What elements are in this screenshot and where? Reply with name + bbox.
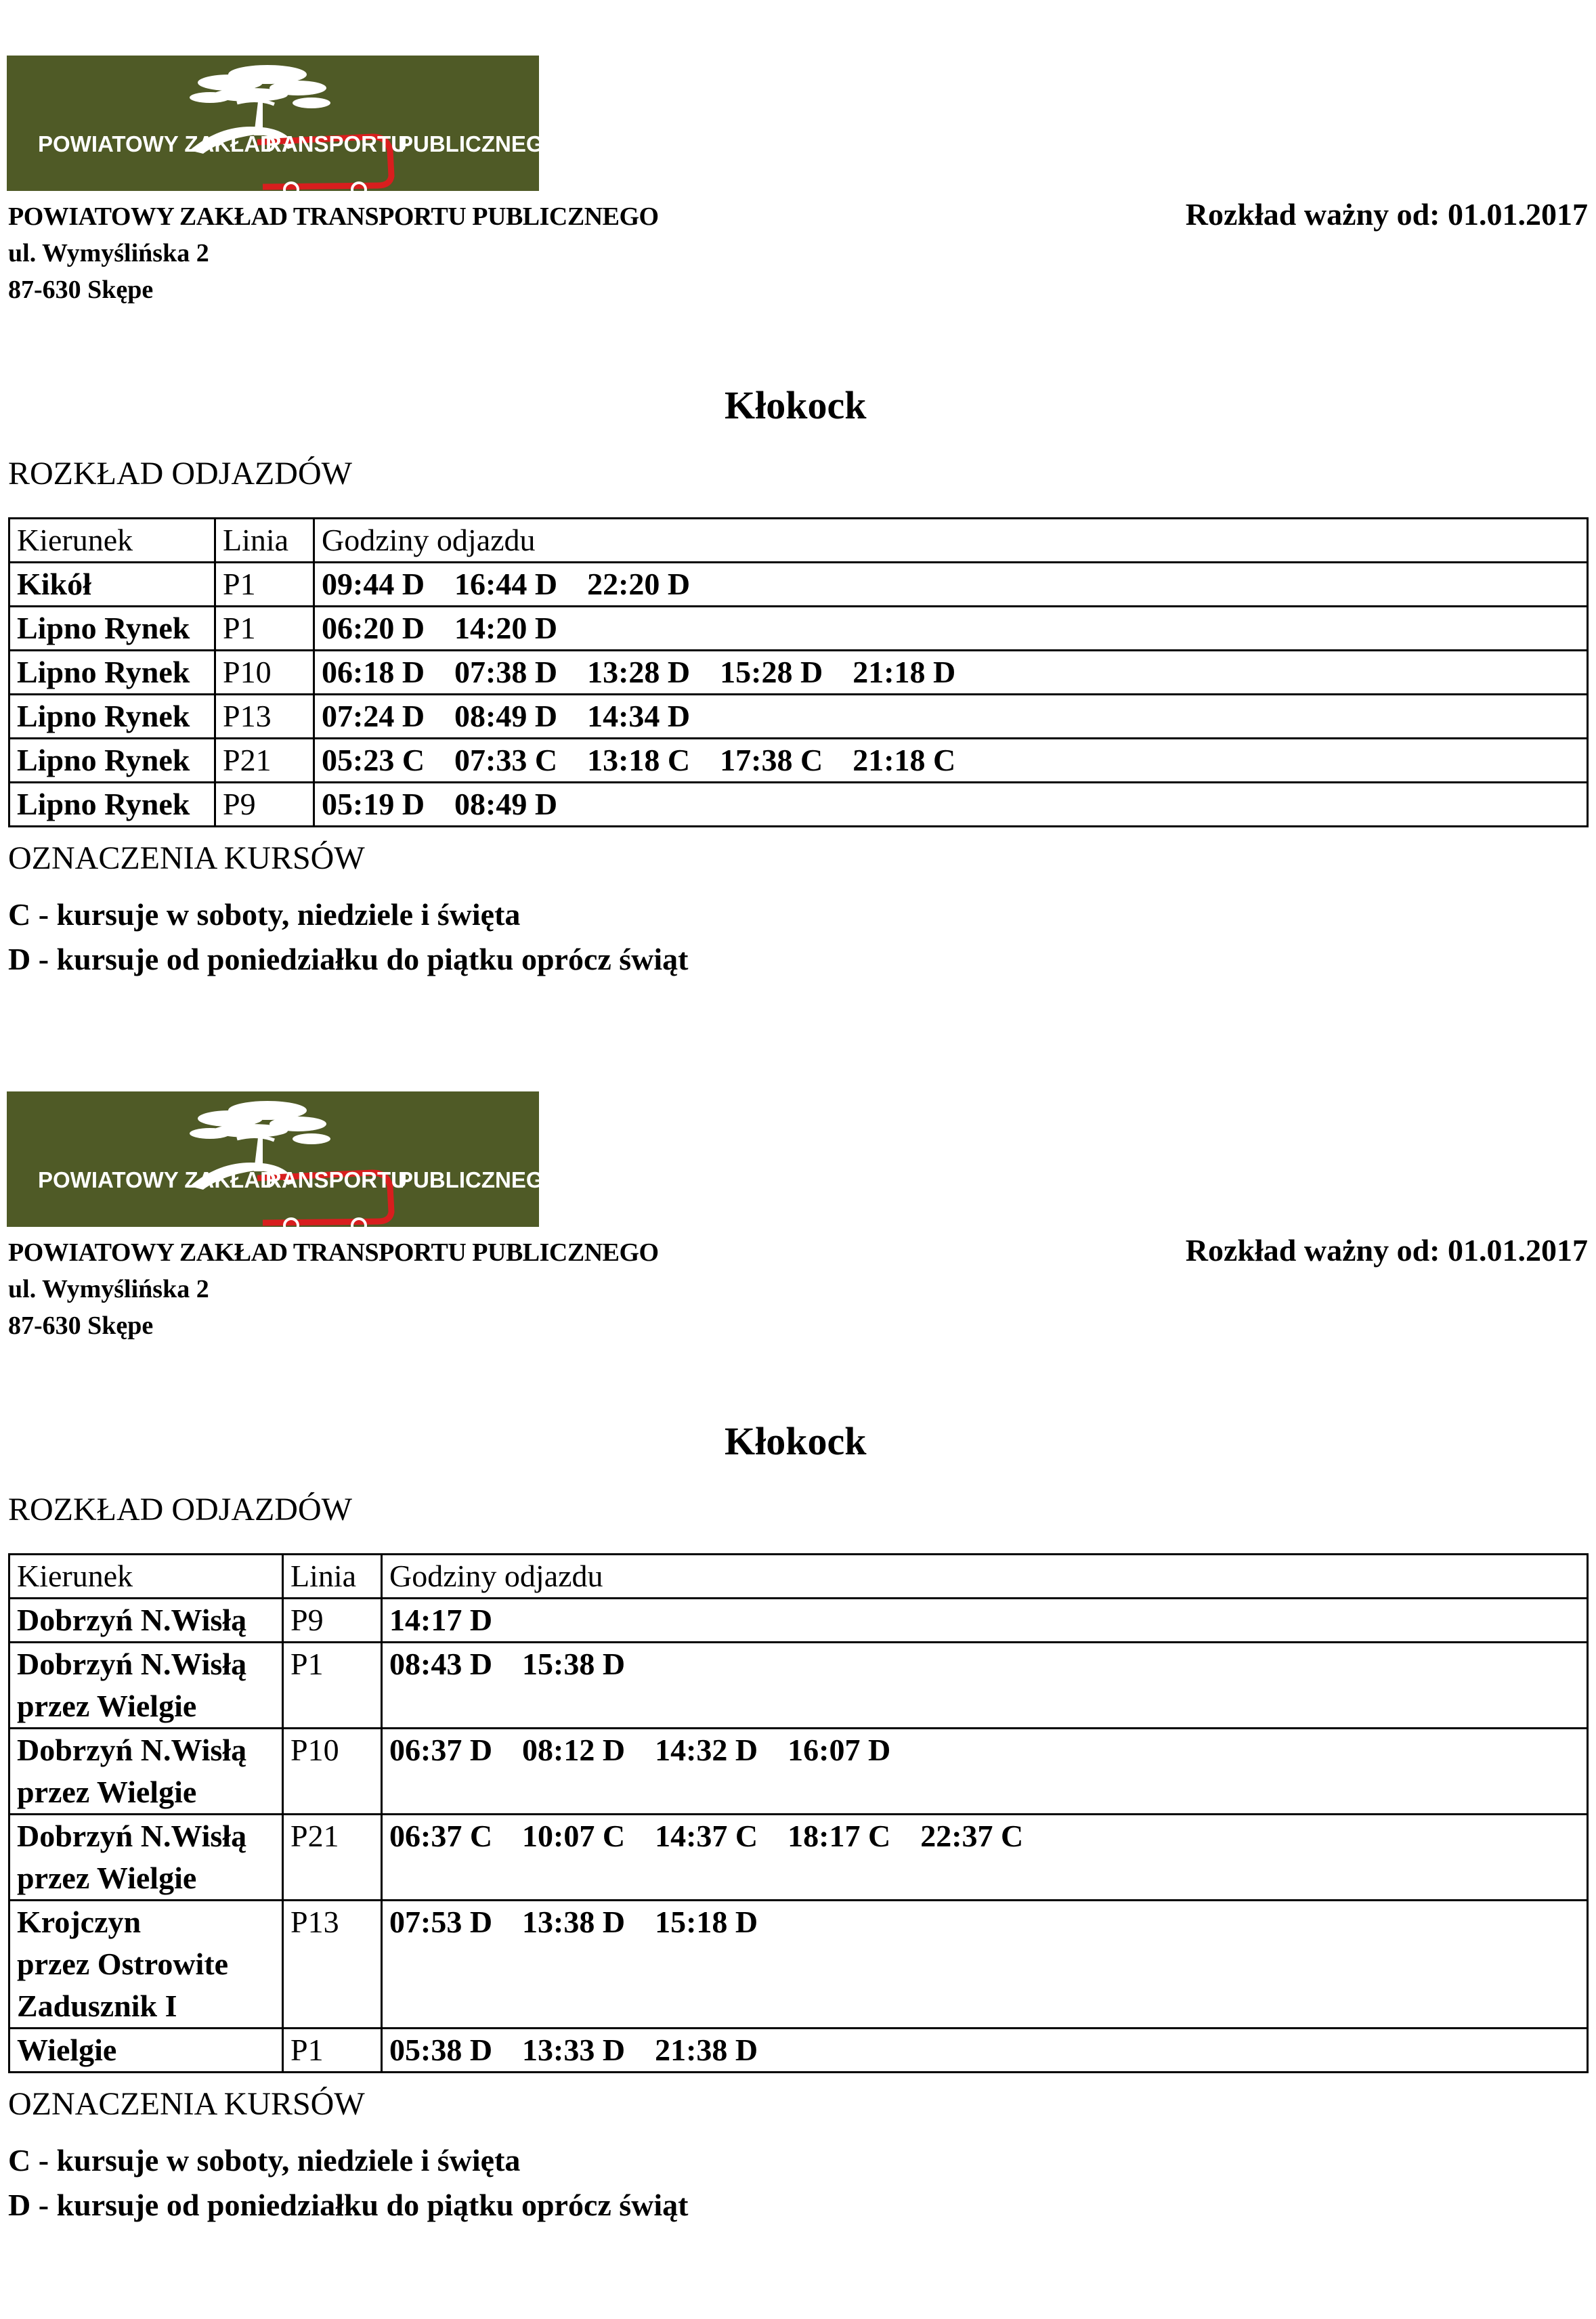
departure-time: 21:18 D (853, 655, 956, 689)
legend-item: D - kursuje od poniedziałku do piątku oprócz świąt (8, 942, 689, 976)
direction-cell (9, 695, 215, 739)
departure-time: 22:20 D (587, 567, 691, 601)
times-cell (382, 2029, 1588, 2073)
table-row (9, 563, 1588, 607)
valid-from: Rozkład ważny od: 01.01.2017 (1185, 197, 1588, 232)
legend (8, 892, 689, 982)
departure-time: 22:37 C (920, 1819, 1024, 1853)
departure-time: 14:17 D (389, 1603, 493, 1637)
direction-cell (9, 739, 215, 783)
departure-time: 10:07 C (522, 1819, 626, 1853)
departure-time: 14:34 D (587, 699, 691, 733)
direction-text: Lipno Rynek (17, 611, 190, 645)
stop-name: Kłokock (725, 383, 867, 427)
logo-text-left: POWIATOWY ZAKŁAD (38, 131, 276, 156)
company-address (8, 1234, 659, 1344)
departure-time: 08:12 D (522, 1733, 626, 1767)
column-header-line: Linia (215, 519, 314, 563)
departure-time: 13:28 D (587, 655, 691, 689)
departure-time: 14:37 C (655, 1819, 758, 1853)
logo-graphic (7, 56, 561, 191)
times-cell (314, 783, 1588, 827)
departure-time: 05:19 D (322, 787, 425, 821)
departure-time: 06:20 D (322, 611, 425, 645)
direction-text: przez Wielgie (17, 1861, 197, 1895)
departure-time: 17:38 C (720, 743, 823, 777)
departure-time: 18:17 C (788, 1819, 891, 1853)
line-cell: P10 (283, 1729, 382, 1815)
times-cell (314, 651, 1588, 695)
table-row (9, 1599, 1588, 1643)
times-cell (382, 1815, 1588, 1901)
times-cell (382, 1729, 1588, 1815)
direction-cell (9, 2029, 283, 2073)
direction-cell (9, 783, 215, 827)
company-name: POWIATOWY ZAKŁAD TRANSPORTU PUBLICZNEGO (8, 202, 659, 231)
direction-text: Krojczyn (17, 1905, 142, 1939)
company-city: 87-630 Skępe (8, 276, 154, 304)
departure-time: 21:18 C (853, 743, 956, 777)
line-cell: P10 (215, 651, 314, 695)
column-header-times: Godziny odjazdu (382, 1555, 1588, 1599)
line-cell: P21 (215, 739, 314, 783)
line-cell: P1 (215, 563, 314, 607)
direction-text: Lipno Rynek (17, 743, 190, 777)
company-city: 87-630 Skępe (8, 1312, 154, 1340)
departure-time: 16:44 D (454, 567, 558, 601)
departure-time: 06:37 D (389, 1733, 493, 1767)
timetable (8, 1553, 1589, 2073)
line-cell: P13 (215, 695, 314, 739)
departure-time: 15:18 D (655, 1905, 758, 1939)
departure-time: 06:37 C (389, 1819, 493, 1853)
company-street: ul. Wymyślińska 2 (8, 239, 209, 267)
departure-time: 06:18 D (322, 655, 425, 689)
departure-time: 14:32 D (655, 1733, 758, 1767)
table-row (9, 783, 1588, 827)
timetable (8, 517, 1589, 827)
legend-title: OZNACZENIA KURSÓW (8, 2086, 365, 2122)
logo-text-right: PUBLICZNEGO (398, 131, 561, 156)
legend-item: D - kursuje od poniedziałku do piątku oprócz świąt (8, 2188, 689, 2222)
direction-text: Lipno Rynek (17, 655, 190, 689)
legend-title: OZNACZENIA KURSÓW (8, 840, 365, 876)
line-cell: P9 (215, 783, 314, 827)
departure-time: 08:49 D (454, 787, 558, 821)
company-name: POWIATOWY ZAKŁAD TRANSPORTU PUBLICZNEGO (8, 1238, 659, 1267)
direction-cell (9, 1599, 283, 1643)
table-row (9, 1729, 1588, 1815)
departure-time: 08:49 D (454, 699, 558, 733)
direction-cell (9, 1901, 283, 2029)
departure-time: 08:43 D (389, 1647, 493, 1681)
table-row (9, 1901, 1588, 2029)
table-row (9, 607, 1588, 651)
table-row (9, 1815, 1588, 1901)
direction-text: Zadusznik I (17, 1989, 177, 2023)
column-header-line: Linia (283, 1555, 382, 1599)
departure-time: 15:28 D (720, 655, 823, 689)
table-row (9, 695, 1588, 739)
company-street: ul. Wymyślińska 2 (8, 1275, 209, 1303)
table-header-row (9, 1555, 1588, 1599)
table-row (9, 739, 1588, 783)
direction-text: Dobrzyń N.Wisłą (17, 1733, 247, 1767)
direction-cell (9, 563, 215, 607)
table-header-row (9, 519, 1588, 563)
direction-text: Lipno Rynek (17, 699, 190, 733)
line-cell: P21 (283, 1815, 382, 1901)
table-row (9, 2029, 1588, 2073)
times-cell (382, 1643, 1588, 1729)
times-cell (314, 695, 1588, 739)
departure-time: 07:38 D (454, 655, 558, 689)
valid-from: Rozkład ważny od: 01.01.2017 (1185, 1233, 1588, 1267)
times-cell (382, 1901, 1588, 2029)
direction-text: Dobrzyń N.Wisłą (17, 1603, 247, 1637)
departure-time: 21:38 D (655, 2033, 758, 2067)
departure-time: 13:33 D (522, 2033, 626, 2067)
line-cell: P13 (283, 1901, 382, 2029)
logo-text-left: POWIATOWY ZAKŁAD (38, 1167, 276, 1192)
line-cell: P9 (283, 1599, 382, 1643)
direction-text: przez Ostrowite (17, 1947, 229, 1981)
times-cell (314, 563, 1588, 607)
line-cell: P1 (283, 1643, 382, 1729)
company-logo (7, 1091, 561, 1227)
column-header-direction: Kierunek (9, 519, 215, 563)
legend-item: C - kursuje w soboty, niedziele i święta (8, 2143, 521, 2177)
departure-time: 15:38 D (522, 1647, 626, 1681)
logo-text-right: PUBLICZNEGO (398, 1167, 561, 1192)
times-cell (314, 607, 1588, 651)
direction-text: Wielgie (17, 2033, 117, 2067)
legend-item: C - kursuje w soboty, niedziele i święta (8, 897, 521, 932)
stop-name: Kłokock (725, 1419, 867, 1463)
direction-cell (9, 1815, 283, 1901)
departure-time: 07:33 C (454, 743, 558, 777)
direction-text: przez Wielgie (17, 1775, 197, 1809)
logo-text-middle: RANSPORTU (265, 131, 408, 156)
legend (8, 2138, 689, 2228)
direction-cell (9, 607, 215, 651)
direction-text: Kikół (17, 567, 91, 601)
schedule-heading: ROZKŁAD ODJAZDÓW (8, 456, 352, 492)
direction-cell (9, 651, 215, 695)
times-cell (382, 1599, 1588, 1643)
departure-time: 07:53 D (389, 1905, 493, 1939)
departure-time: 14:20 D (454, 611, 558, 645)
direction-text: Lipno Rynek (17, 787, 190, 821)
direction-cell (9, 1729, 283, 1815)
direction-text: przez Wielgie (17, 1689, 197, 1723)
table-row (9, 1643, 1588, 1729)
departure-time: 16:07 D (788, 1733, 891, 1767)
line-cell: P1 (215, 607, 314, 651)
departure-time: 05:23 C (322, 743, 425, 777)
departure-time: 05:38 D (389, 2033, 493, 2067)
departure-time: 13:38 D (522, 1905, 626, 1939)
direction-text: Dobrzyń N.Wisłą (17, 1819, 247, 1853)
table-row (9, 651, 1588, 695)
line-cell: P1 (283, 2029, 382, 2073)
column-header-times: Godziny odjazdu (314, 519, 1588, 563)
times-cell (314, 739, 1588, 783)
departure-time: 13:18 C (587, 743, 691, 777)
schedule-heading: ROZKŁAD ODJAZDÓW (8, 1492, 352, 1527)
logo-graphic (7, 1091, 561, 1227)
logo-text-middle: RANSPORTU (265, 1167, 408, 1192)
company-address (8, 198, 659, 308)
column-header-direction: Kierunek (9, 1555, 283, 1599)
company-logo (7, 56, 561, 191)
direction-text: Dobrzyń N.Wisłą (17, 1647, 247, 1681)
departure-time: 07:24 D (322, 699, 425, 733)
direction-cell (9, 1643, 283, 1729)
departure-time: 09:44 D (322, 567, 425, 601)
